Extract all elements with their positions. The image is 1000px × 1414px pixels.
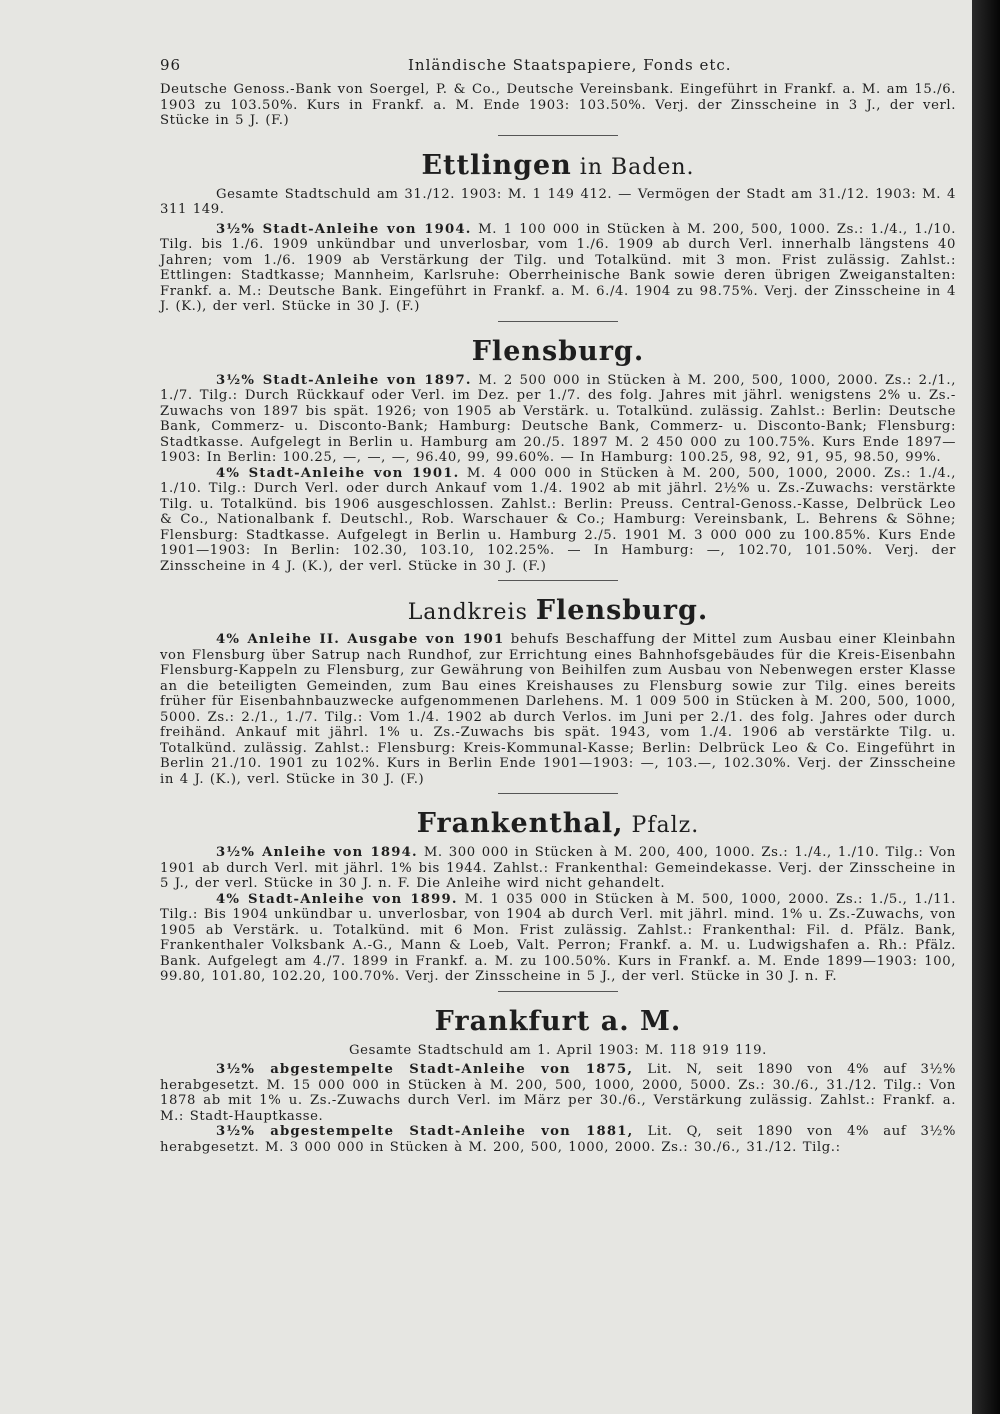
- loan-title: 3½% abgestempelte Stadt-Anleihe von 1875,: [216, 1062, 634, 1077]
- section-heading-landkreis-flensburg: [160, 595, 956, 626]
- section-heading-ettlingen: [160, 150, 956, 181]
- loan-title: 3½% Stadt-Anleihe von 1904.: [216, 221, 472, 237]
- section-heading-flensburg: [160, 336, 956, 367]
- running-head: [160, 52, 956, 82]
- loan-text: behufs Beschaffung der Mittel zum Ausbau einer Kleinbahn von Flensburg über Satrup nach Rundhof, zur Errichtung eines Bahnhofsgebäudes für die Kreis-Eisenbahn Flensburg-Kappeln zu Flensburg, zur Gewährung von Beihilfen zum Ausbau von Nebenwegen erster Klasse an die beteiligten Gemeinden, zum Bau eines Kreishauses zu Flensburg sowie zur Tilg. eines bereits früher für Eisenbahnbauzwecke aufgenommenen Darlehens. M. 1 009 500 in Stücken à M. 200, 500, 1000, 5000. Zs.: 2./1., 1./7. Tilg.: Vom 1./4. 1902 ab durch Verlos. im Juni per 2./1. des folg. Jahres oder durch freihänd. Ankauf mit jährl. 1% u. Zs.-Zuwachs bis spät. 1943, vom 1./4. 1906 ab verstärkte Tilg. u. Totalkünd. zulässig. Zahlst.: Flensburg: Kreis-Kommunal-Kasse; Berlin: Delbrück Leo & Co. Eingeführt in Berlin 21./10. 1901 zu 102%. Kurs in Berlin Ende 1901—1903: —, 103.—, 102.30%. Verj. der Zinsscheine in 4 J. (K.), verl. Stücke in 30 J. (F.): [160, 632, 956, 787]
- page-number: 96: [160, 56, 182, 74]
- loan-title: 4% Anleihe II. Ausgabe von 1901: [216, 632, 505, 647]
- loan-title: 4% Stadt-Anleihe von 1901.: [216, 465, 460, 481]
- loan-title: 4% Stadt-Anleihe von 1899.: [216, 891, 458, 907]
- loan-text: M. 1 035 000 in Stücken à M. 500, 1000, 2000. Zs.: 1./5., 1./11. Tilg.: Bis 1904 unkündbar u. unverlosbar, von 1904 ab durch Verl. mit jährl. mind. 1% u. Zs.-Zuwachs, von 1905 ab Verstärk. u. Totalkünd. mit 6 Mon. Frist zulässig. Zahlst.: Frankenthal: Fil. d. Pfälz. Bank, Frankenthaler Volksbank A.-G., Mann & Loeb, Valt. Perron; Frankf. a. M. u. Ludwigshafen a. Rh.: Pfälz. Bank. Aufgelegt am 4./7. 1899 in Frankf. a. M. zu 100.50%. Kurs in Frankf. a. M. Ende 1899—1903: 100, 99.80, 101.80, 102.20, 100.70%. Verj. der Zinsscheine in 5 J., der verl. Stücke in 30 J. n. F.: [160, 891, 956, 984]
- frankfurt-loan-1875: [160, 1062, 956, 1124]
- heading-main: Frankenthal,: [416, 808, 624, 839]
- heading-suffix: Pfalz.: [623, 813, 700, 838]
- loan-title: 3½% Anleihe von 1894.: [216, 845, 418, 860]
- section-heading-frankfurt: [160, 1006, 956, 1037]
- frankenthal-loan-1894: [160, 845, 956, 892]
- flensburg-loan-1897: [160, 373, 956, 466]
- loan-text: M. 4 000 000 in Stücken à M. 200, 500, 1000, 2000. Zs.: 1./4., 1./10. Tilg.: Durch Verl. oder durch Ankauf vom 1./4. 1902 ab mit jährl. 2½% u. Zs.-Zuwachs: verstärkte Tilg. u. Totalkünd. bis 1906 ausgeschlossen. Zahlst.: Berlin: Preuss. Central-Genoss.-Kasse, Delbrück Leo & Co., Nationalbank f. Deutschl., Rob. Warschauer & Co.; Hamburg: Vereinsbank, L. Behrens & Söhne; Flensburg: Stadtkasse. Aufgelegt in Berlin u. Hamburg 2./5. 1901 M. 3 000 000 zu 100.85%. Kurs Ende 1901—1903: In Berlin: 102.30, 103.10, 102.25%. — In Hamburg: —, 102.70, 101.50%. Verj. der Zinsscheine in 4 J. (K.), der verl. Stücke in 30 J. (F.): [160, 465, 956, 574]
- loan-title: 3½% Stadt-Anleihe von 1897.: [216, 372, 472, 388]
- heading-main: Flensburg.: [535, 595, 709, 626]
- page-content: [160, 52, 956, 1155]
- ettlingen-summary: Gesamte Stadtschuld am 31./12. 1903: M. 1 149 412. — Vermögen der Stadt am 31./12. 1903: M. 4 311 149.: [160, 186, 956, 217]
- running-title: Inländische Staatspapiere, Fonds etc.: [408, 56, 732, 74]
- loan-text: M. 1 100 000 in Stücken à M. 200, 500, 1000. Zs.: 1./4., 1./10. Tilg. bis 1./6. 1909 unkündbar und unverlosbar, vom 1./6. 1909 ab durch Verl. innerhalb längstens 40 Jahren; vom 1./6. 1909 ab Verstärkung der Tilg. und Totalkünd. mit 3 mon. Frist zulässig. Zahlst.: Ettlingen: Stadtkasse; Mannheim, Karlsruhe: Oberrheinische Bank sowie deren übrigen Zweiganstalten: Frankf. a. M.: Deutsche Bank. Eingeführt in Frankf. a. M. 6./4. 1904 zu 98.75%. Verj. der Zinsscheine in 4 J. (K.), der verl. Stücke in 30 J. (F.): [160, 221, 956, 314]
- heading-prefix: Landkreis: [407, 600, 536, 625]
- ettlingen-loan-entry: [160, 222, 956, 315]
- loan-text: Lit. Q, seit 1890 von 4% auf 3½% herabgesetzt. M. 3 000 000 in Stücken à M. 200, 500, 1000, 2000. Zs.: 30./6., 31./12. Tilg.:: [160, 1124, 956, 1155]
- section-divider: [498, 135, 618, 136]
- frankenthal-loan-1899: [160, 892, 956, 985]
- section-heading-frankenthal: [160, 808, 956, 839]
- section-divider: [498, 580, 618, 581]
- section-divider: [498, 321, 618, 322]
- loan-text: M. 300 000 in Stücken à M. 200, 400, 1000. Zs.: 1./4., 1./10. Tilg.: Von 1901 ab durch Verl. mit jährl. 1% bis 1944. Zahlst.: Frankenthal: Gemeindekasse. Verj. der Zinsscheine in 5 J., der verl. Stücke in 30 J. n. F. Die Anleihe wird nicht gehandelt.: [160, 845, 956, 891]
- loan-text: M. 2 500 000 in Stücken à M. 200, 500, 1000, 2000. Zs.: 2./1., 1./7. Tilg.: Durch Rückkauf oder Verl. im Dez. per 1./7. des folg. Jahres mit jährl. wenigstens 2% u. Zs.-Zuwachs von 1897 bis spät. 1926; von 1905 ab Verstärk. u. Totalkünd. zulässig. Zahlst.: Berlin: Deutsche Bank, Commerz- u. Disconto-Bank; Hamburg: Deutsche Bank, Commerz- u. Disconto-Bank; Flensburg: Stadtkasse. Aufgelegt in Berlin u. Hamburg am 20./5. 1897 M. 2 450 000 zu 100.75%. Kurs Ende 1897—1903: In Berlin: 100.25, —, —, —, 96.40, 99, 99.60%. — In Hamburg: 100.25, 98, 92, 91, 95, 98.50, 99%.: [160, 372, 956, 465]
- frankfurt-summary: Gesamte Stadtschuld am 1. April 1903: M. 118 919 119.: [349, 1042, 767, 1058]
- heading-main: Flensburg.: [471, 335, 645, 367]
- loan-title: 3½% abgestempelte Stadt-Anleihe von 1881,: [216, 1124, 634, 1139]
- section-divider: [498, 991, 618, 992]
- heading-main: Frankfurt a. M.: [434, 1005, 682, 1037]
- landkreis-loan-1901: [160, 632, 956, 787]
- frankfurt-loan-1881: [160, 1124, 956, 1155]
- section-divider: [498, 793, 618, 794]
- flensburg-loan-1901: [160, 466, 956, 575]
- intro-paragraph: Deutsche Genoss.-Bank von Soergel, P. & Co., Deutsche Vereinsbank. Eingeführt in Frankf. a. M. am 15./6. 1903 zu 103.50%. Kurs in Frankf. a. M. Ende 1903: 103.50%. Verj. der Zinsscheine in 3 J., der verl. Stücke in 5 J. (F.): [160, 82, 956, 128]
- loan-text: Lit. N, seit 1890 von 4% auf 3½% herabgesetzt. M. 15 000 000 in Stücken à M. 200, 500, 1000, 2000, 5000. Zs.: 30./6., 31./12. Tilg.: Von 1878 ab mit 1% u. Zs.-Zuwachs durch Verl. im März per 30./6., Verstärkung zulässig. Zahlst.: Frankf. a. M.: Stadt-Hauptkasse.: [160, 1062, 956, 1124]
- scan-edge-shadow: [972, 0, 1000, 1414]
- heading-main: Ettlingen: [421, 149, 572, 181]
- heading-suffix: in Baden.: [571, 154, 695, 180]
